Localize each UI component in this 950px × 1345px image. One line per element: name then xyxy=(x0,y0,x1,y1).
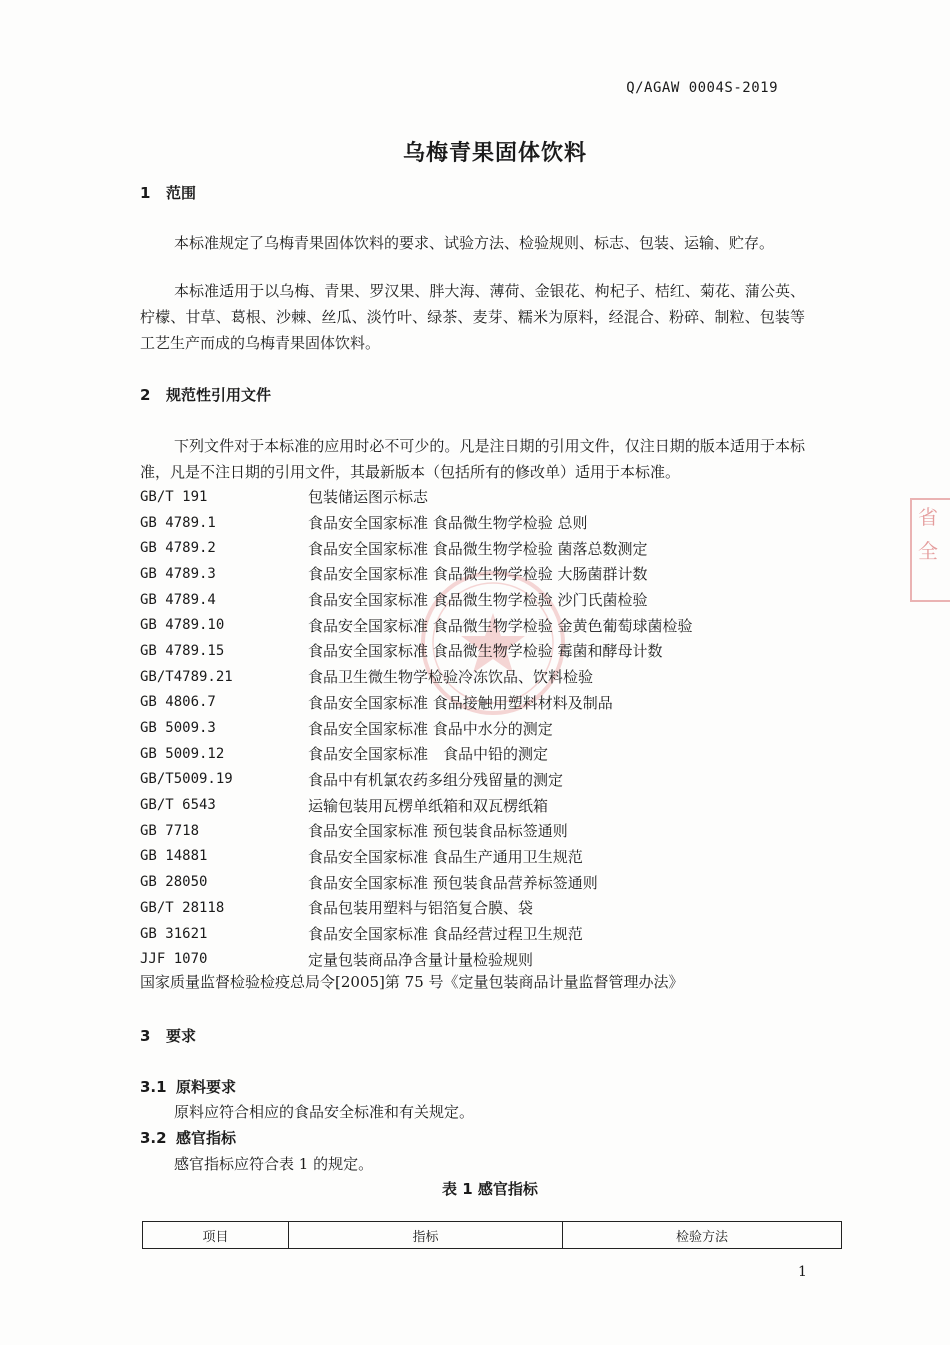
reference-code: GB 4789.10 xyxy=(140,617,225,634)
reference-code: GB 5009.3 xyxy=(140,720,216,737)
reference-code: GB/T 191 xyxy=(140,488,208,505)
raw-material-requirement: 原料应符合相应的食品安全标准和有关规定。 xyxy=(174,1103,475,1121)
references-intro-paragraph: 下列文件对于本标准的应用时必不可少的。凡是注日期的引用文件，仅注日期的版本适用于本标准，凡是不注日期的引用文件，其最新版本（包括所有的修改单）适用于本标准。 xyxy=(140,437,805,481)
section-number: 1 xyxy=(140,184,151,202)
reference-title: 食品安全国家标准 预包装食品标签通则 xyxy=(308,822,568,841)
reference-title: 食品安全国家标准 食品中铅的测定 xyxy=(308,745,549,764)
reference-title: 食品包装用塑料与铝箔复合膜、袋 xyxy=(308,899,534,918)
table-caption: 表 1 感官指标 xyxy=(442,1180,538,1198)
standard-code: Q/AGAW 0004S-2019 xyxy=(626,80,778,96)
reference-code: GB/T4789.21 xyxy=(140,668,233,685)
scope-paragraph-1: 本标准规定了乌梅青果固体饮料的要求、试验方法、检验规则、标志、包装、运输、贮存。 xyxy=(174,234,775,252)
reference-row xyxy=(140,844,820,870)
reference-row xyxy=(140,767,820,793)
section-2-heading xyxy=(140,384,271,405)
reference-code: GB 7718 xyxy=(140,822,200,839)
section-title: 要求 xyxy=(166,1027,197,1045)
reference-row xyxy=(140,535,820,561)
document-title: 乌梅青果固体饮料 xyxy=(402,141,587,166)
table-header-cell: 项目 xyxy=(143,1222,289,1249)
reference-row xyxy=(140,895,820,921)
reference-code: GB 28050 xyxy=(140,874,208,891)
table-header-row xyxy=(143,1222,842,1249)
reference-title: 包装储运图示标志 xyxy=(308,488,429,507)
reference-title: 食品卫生微生物学检验冷冻饮品、饮料检验 xyxy=(308,668,594,687)
reference-title: 食品安全国家标准 食品微生物学检验 菌落总数测定 xyxy=(308,539,648,558)
reference-row xyxy=(140,741,820,767)
reference-row xyxy=(140,561,820,587)
reference-code: GB 4789.4 xyxy=(140,591,216,608)
section-3-heading xyxy=(140,1025,196,1046)
edge-stamp xyxy=(910,498,950,602)
subsection-3-1-heading xyxy=(140,1076,236,1097)
reference-row xyxy=(140,664,820,690)
reference-code: GB 4789.2 xyxy=(140,540,216,557)
reference-row xyxy=(140,510,820,536)
reference-title: 食品安全国家标准 食品微生物学检验 沙门氏菌检验 xyxy=(308,591,648,610)
reference-title: 食品安全国家标准 预包装食品营养标签通则 xyxy=(308,873,598,892)
reference-code: GB/T 28118 xyxy=(140,899,225,916)
reference-title: 食品安全国家标准 食品微生物学检验 金黄色葡萄球菌检验 xyxy=(308,616,693,635)
table-header-cell: 检验方法 xyxy=(563,1222,842,1249)
reference-code: GB 4789.3 xyxy=(140,565,216,582)
reference-code: GB 5009.12 xyxy=(140,745,225,762)
subsection-number: 3.1 xyxy=(140,1078,167,1096)
reference-code: JJF 1070 xyxy=(140,951,208,968)
reference-row xyxy=(140,484,820,510)
section-title: 范围 xyxy=(166,184,197,202)
reference-row xyxy=(140,587,820,613)
reference-row xyxy=(140,818,820,844)
reference-row xyxy=(140,638,820,664)
reference-row xyxy=(140,792,820,818)
reference-row xyxy=(140,612,820,638)
subsection-number: 3.2 xyxy=(140,1129,167,1147)
reference-title: 食品安全国家标准 食品生产通用卫生规范 xyxy=(308,847,583,866)
reference-title: 运输包装用瓦楞单纸箱和双瓦楞纸箱 xyxy=(308,796,549,815)
section-1-heading xyxy=(140,182,196,203)
section-number: 3 xyxy=(140,1027,151,1045)
reference-title: 食品安全国家标准 食品中水分的测定 xyxy=(308,719,553,738)
reference-code: GB 4789.1 xyxy=(140,514,216,531)
reference-row xyxy=(140,715,820,741)
reference-code: GB 14881 xyxy=(140,848,208,865)
reference-code: GB 31621 xyxy=(140,925,208,942)
reference-code: GB/T 6543 xyxy=(140,797,216,814)
reference-code: GB/T5009.19 xyxy=(140,771,233,788)
reference-title: 食品中有机氯农药多组分残留量的测定 xyxy=(308,770,564,789)
section-title: 规范性引用文件 xyxy=(166,386,272,404)
regulation-reference: 国家质量监督检验检疫总局令[2005]第 75 号《定量包装商品计量监督管理办法》 xyxy=(140,973,684,991)
reference-row xyxy=(140,690,820,716)
scope-paragraph-2: 本标准适用于以乌梅、青果、罗汉果、胖大海、薄荷、金银花、枸杞子、桔红、菊花、蒲公英、柠檬、甘草、葛根、沙棘、丝瓜、淡竹叶、绿茶、麦芽、糯米为原料，经混合、粉碎、制粒、包装等工艺生产而成的乌梅青果固体饮料。 xyxy=(140,282,805,352)
stamp-text: 全 xyxy=(918,539,938,563)
reference-title: 食品安全国家标准 食品微生物学检验 总则 xyxy=(308,514,588,533)
subsection-3-2-heading xyxy=(140,1127,236,1148)
reference-row xyxy=(140,869,820,895)
reference-row xyxy=(140,946,820,972)
reference-code: GB 4806.7 xyxy=(140,694,216,711)
stamp-text: 省 xyxy=(918,505,938,529)
reference-title: 食品安全国家标准 食品微生物学检验 大肠菌群计数 xyxy=(308,565,648,584)
reference-title: 食品安全国家标准 食品经营过程卫生规范 xyxy=(308,925,583,944)
subsection-title: 感官指标 xyxy=(176,1129,237,1147)
reference-row xyxy=(140,921,820,947)
sensory-requirement: 感官指标应符合表 1 的规定。 xyxy=(174,1155,374,1173)
reference-title: 食品安全国家标准 食品微生物学检验 霉菌和酵母计数 xyxy=(308,642,663,661)
reference-title: 定量包装商品净含量计量检验规则 xyxy=(308,950,534,969)
sensory-table xyxy=(142,1221,842,1249)
table-header-cell: 指标 xyxy=(289,1222,563,1249)
subsection-title: 原料要求 xyxy=(176,1078,237,1096)
reference-title: 食品安全国家标准 食品接触用塑料材料及制品 xyxy=(308,693,613,712)
reference-list xyxy=(140,484,820,972)
page-number: 1 xyxy=(798,1264,807,1280)
section-number: 2 xyxy=(140,386,151,404)
reference-code: GB 4789.15 xyxy=(140,642,225,659)
